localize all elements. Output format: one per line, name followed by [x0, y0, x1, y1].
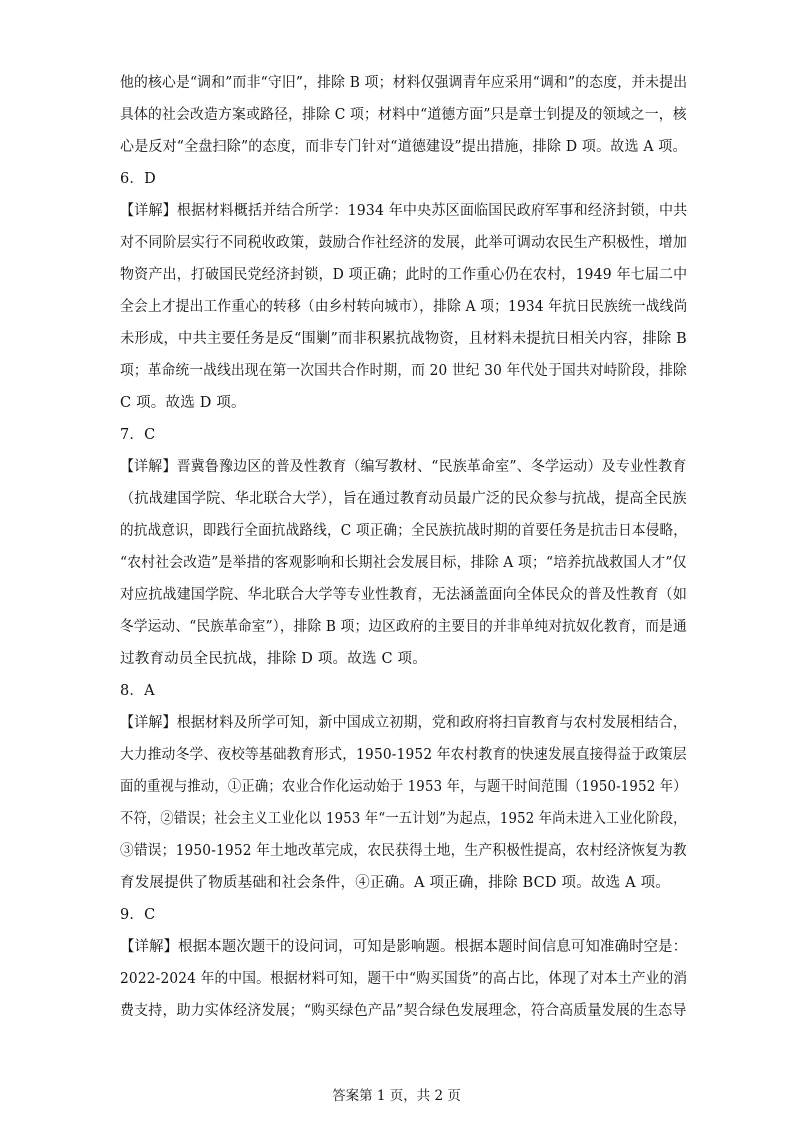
text-line: 全会上才提出工作重心的转移（由乡村转向城市），排除 A 项；1934 年抗日民族统一战线尚: [120, 299, 688, 315]
text-line: 2022-2024 年的中国。根据材料可知，题干中“购买国货”的高占比，体现了对本土产业的消: [120, 971, 688, 987]
text-line: 育发展提供了物质基础和社会条件，④正确。A 项正确，排除 BCD 项。故选 A 项。: [120, 875, 671, 891]
text-line: 费支持，助力实体经济发展；“购买绿色产品”契合绿色发展理念，符合高质量发展的生态导: [120, 1003, 687, 1019]
text-line: 【详解】根据材料及所学可知，新中国成立初期，党和政府将扫盲教育与农村发展相结合，: [120, 715, 688, 731]
text-line: 大力推动冬学、夜校等基础教育形式，1950-1952 年农村教育的快速发展直接得益于政策层: [120, 747, 687, 763]
question-number: 8．A: [120, 683, 155, 699]
text-line: 【详解】根据本题次题干的设问词，可知是影响题。根据本题时间信息可知准确时空是：: [120, 939, 688, 955]
text-line: 不符，②错误；社会主义工业化以 1953 年“一五计划”为起点，1952 年尚未进入工业化阶段，: [120, 811, 687, 827]
text-line: C 项。故选 D 项。: [120, 395, 246, 411]
text-line: 物资产出，打破国民党经济封锁，D 项正确；此时的工作重心仍在农村，1949 年七届二中: [120, 267, 688, 283]
text-line: 项；革命统一战线出现在第一次国共合作时期，而 20 世纪 30 年代处于国共对峙阶段，排除: [120, 363, 687, 379]
text-line: 心是反对“全盘扫除”的态度，而非专门针对“道德建设”提出措施，排除 D 项。故选 A 项。: [120, 139, 687, 155]
text-line: 【详解】根据材料概括并结合所学：1934 年中央苏区面临国民政府军事和经济封锁，中共: [120, 203, 688, 219]
question-number: 9．C: [120, 907, 156, 923]
text-line: 未形成，中共主要任务是反“围剿”而非积累抗战物资，且材料未提抗日相关内容，排除 B: [120, 331, 687, 347]
text-line: “农村社会改造”是举措的客观影响和长期社会发展目标，排除 A 项；“培养抗战救国人才”仅: [120, 555, 687, 571]
text-line: 冬学运动、“民族革命室”），排除 B 项；边区政府的主要目的并非单纯对抗奴化教育，而是通: [120, 619, 687, 635]
page-footer: 答案第 1 页，共 2 页: [332, 1088, 461, 1104]
text-line: 对不同阶层实行不同税收政策，鼓励合作社经济的发展，此举可调动农民生产积极性，增加: [120, 235, 688, 251]
text-line: 具体的社会改造方案或路径，排除 C 项；材料中“道德方面”只是章士钊提及的领域之一，核: [120, 107, 687, 123]
text-line: 对应抗战建国学院、华北联合大学等专业性教育，无法涵盖面向全体民众的普及性教育（如: [120, 587, 688, 603]
text-line: 过教育动员全民抗战，排除 D 项。故选 C 项。: [120, 651, 427, 667]
text-line: 【详解】晋冀鲁豫边区的普及性教育（编写教材、“民族革命室”、冬学运动）及专业性教育: [120, 459, 687, 475]
question-number: 6．D: [120, 171, 156, 187]
text-line: （抗战建国学院、华北联合大学），旨在通过教育动员最广泛的民众参与抗战，提高全民族: [120, 491, 687, 507]
text-line: 他的核心是“调和”而非“守旧”，排除 B 项；材料仅强调青年应采用“调和”的态度，并未提出: [120, 75, 688, 91]
question-number: 7．C: [120, 427, 156, 443]
text-line: 面的重视与推动，①正确；农业合作化运动始于 1953 年，与题干时间范围（1950-1952 年）: [120, 779, 687, 795]
text-line: 的抗战意识，即践行全面抗战路线，C 项正确；全民族抗战时期的首要任务是抗击日本侵略，: [120, 523, 688, 539]
text-line: ③错误；1950-1952 年土地改革完成，农民获得土地，生产积极性提高，农村经济恢复为教: [120, 843, 687, 859]
